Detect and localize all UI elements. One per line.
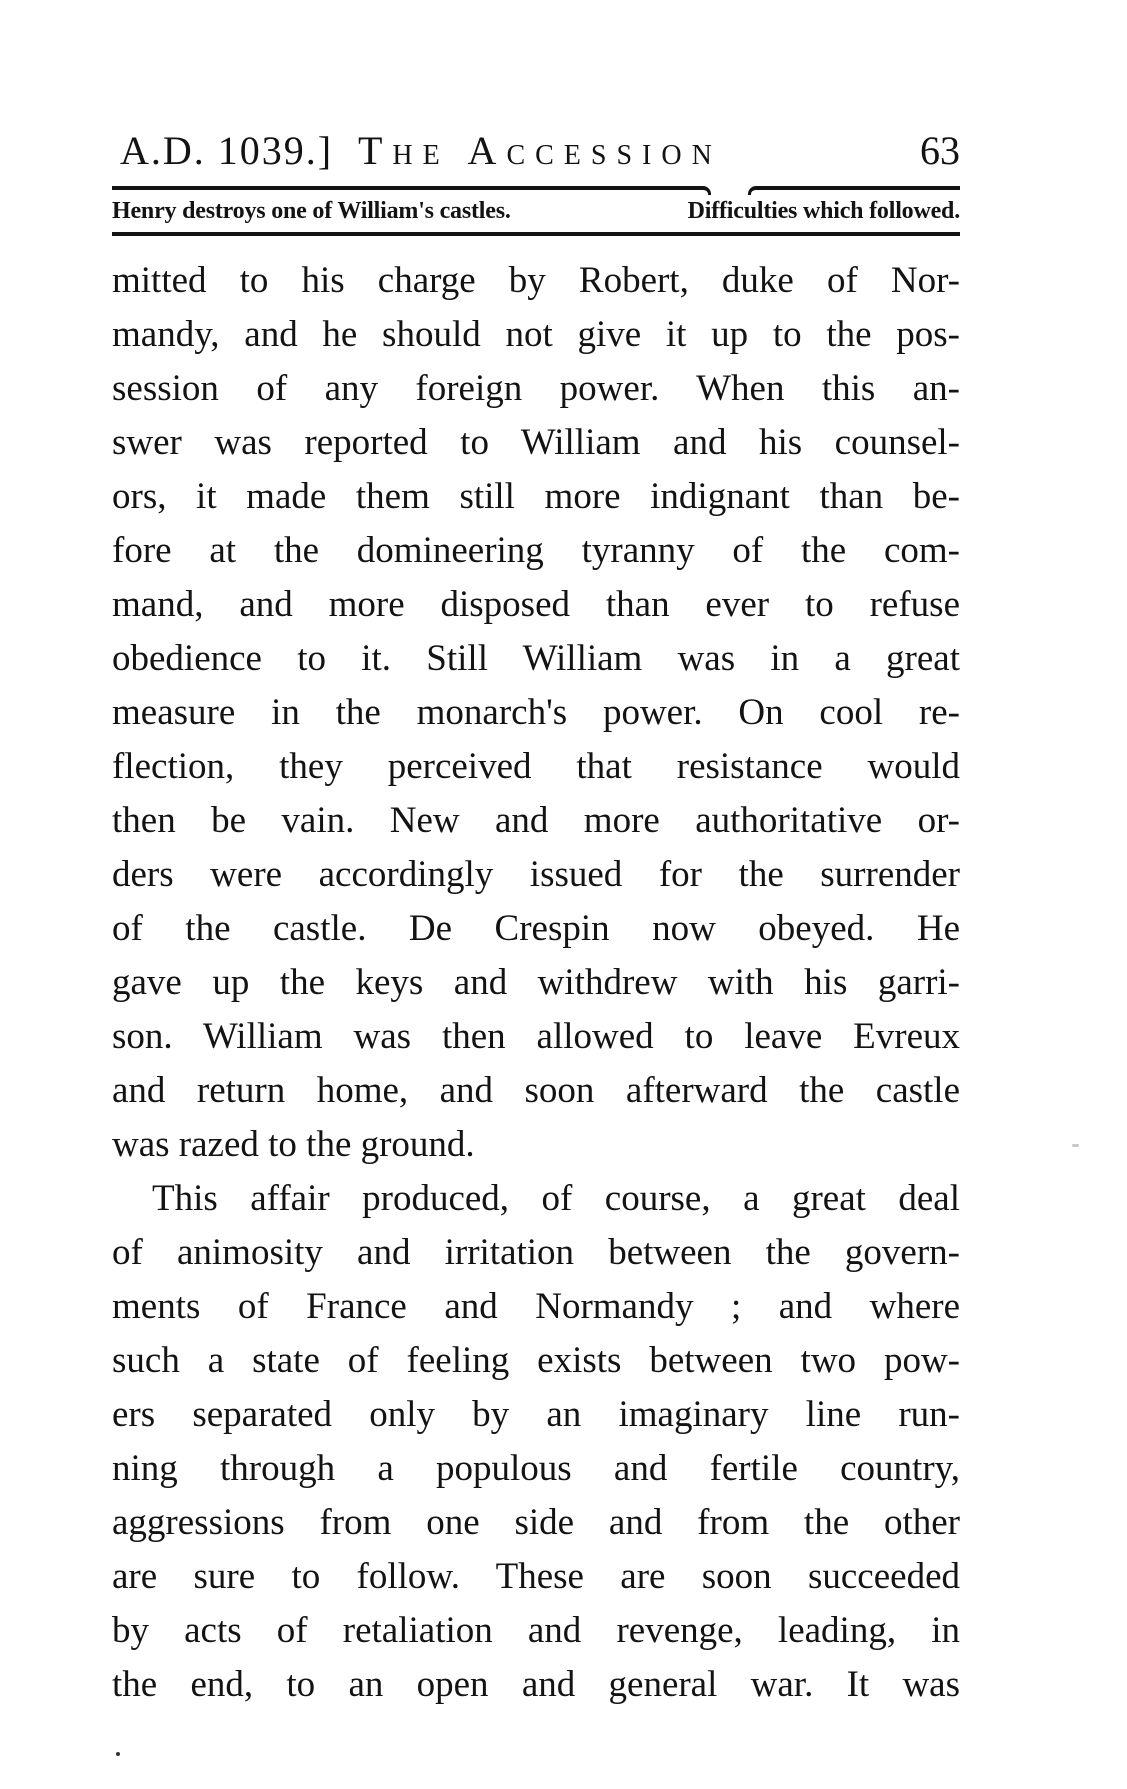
- text-line: mandy, and he should not give it up to the pos-: [112, 314, 960, 355]
- paragraph: [112, 254, 960, 1172]
- caption-top-rule: [112, 186, 960, 195]
- caption-row: [112, 196, 960, 226]
- body-text: [112, 254, 960, 1712]
- text-line: ors, it made them still more indignant than be-: [112, 476, 960, 517]
- text-line: fore at the domineering tyranny of the com-: [112, 530, 960, 571]
- scan-artifact-dot: [116, 1752, 120, 1756]
- text-line: obedience to it. Still William was in a great: [112, 638, 960, 679]
- text-line: then be vain. New and more authoritative or-: [112, 800, 960, 841]
- paragraph: [112, 1172, 960, 1712]
- text-line: ments of France and Normandy ; and where: [112, 1286, 960, 1327]
- text-line: gave up the keys and withdrew with his garri-: [112, 962, 960, 1003]
- text-line: the end, to an open and general war. It was: [112, 1664, 960, 1705]
- caption-bottom-rule: [112, 232, 960, 236]
- text-line: was razed to the ground.: [112, 1124, 475, 1165]
- page-title: The Accession: [358, 128, 722, 173]
- text-line: of the castle. De Crespin now obeyed. He: [112, 908, 960, 949]
- caption-left: Henry destroys one of William's castles.: [112, 198, 511, 224]
- text-line: ers separated only by an imaginary line run-: [112, 1394, 960, 1435]
- header-date-label: A.D. 1039.]: [120, 128, 334, 173]
- text-line: swer was reported to William and his counsel-: [112, 422, 960, 463]
- text-line: mand, and more disposed than ever to refuse: [112, 584, 960, 625]
- page-number: 63: [920, 128, 960, 173]
- text-line: ning through a populous and fertile country,: [112, 1448, 960, 1489]
- rule-left-segment: [112, 186, 711, 195]
- text-line: flection, they perceived that resistance would: [112, 746, 960, 787]
- text-line: are sure to follow. These are soon succeeded: [112, 1556, 960, 1597]
- text-line: and return home, and soon afterward the castle: [112, 1070, 960, 1111]
- text-line: son. William was then allowed to leave Evreux: [112, 1016, 960, 1057]
- text-line: by acts of retaliation and revenge, leading, in: [112, 1610, 960, 1651]
- caption-right: Difficulties which followed.: [687, 198, 960, 224]
- text-line: measure in the monarch's power. On cool re-: [112, 692, 960, 733]
- text-block: [112, 0, 960, 1712]
- scan-artifact-smudge: [1072, 1144, 1079, 1147]
- text-line: of animosity and irritation between the govern-: [112, 1232, 960, 1273]
- text-line: such a state of feeling exists between two pow-: [112, 1340, 960, 1381]
- text-line: session of any foreign power. When this an-: [112, 368, 960, 409]
- rule-right-segment: [748, 186, 960, 195]
- text-line: This affair produced, of course, a great deal: [152, 1178, 960, 1219]
- text-line: aggressions from one side and from the other: [112, 1502, 960, 1543]
- running-header: [112, 0, 960, 174]
- text-line: ders were accordingly issued for the surrender: [112, 854, 960, 895]
- text-line: mitted to his charge by Robert, duke of Nor-: [112, 260, 960, 301]
